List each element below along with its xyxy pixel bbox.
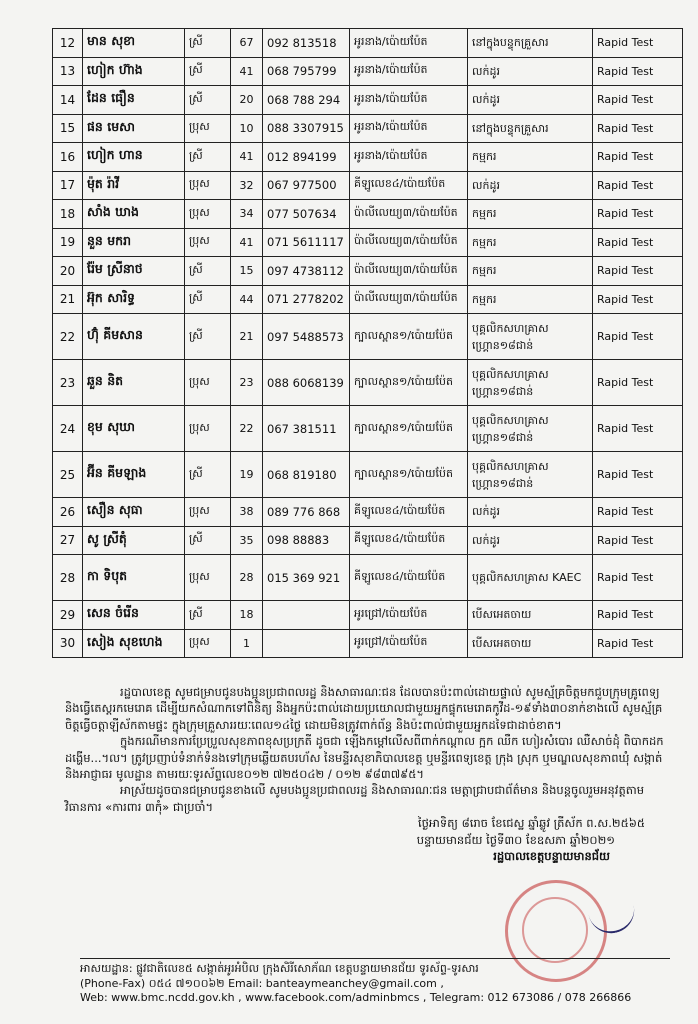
person-sex-cell: ប្រុស	[185, 406, 231, 452]
test-type-cell: Rapid Test	[593, 29, 683, 58]
test-type-cell: Rapid Test	[593, 360, 683, 406]
table-row	[53, 406, 683, 452]
person-sex-cell: ប្រុស	[185, 200, 231, 229]
person-name-cell: មាន សុខា	[83, 29, 185, 58]
row-number-cell: 25	[53, 452, 83, 498]
person-name-cell: សាំង ឃាង	[83, 200, 185, 229]
row-number-cell: 27	[53, 526, 83, 555]
solar-date: បន្ទាយមានជ័យ ថ្ងៃទី៣០ ខែឧសភា ឆ្នាំ២០២១	[416, 832, 615, 847]
test-type-cell: Rapid Test	[593, 57, 683, 86]
person-name-cell: រ៉ែម ស្រីនាថ	[83, 257, 185, 286]
person-sex-cell: ស្រី	[185, 452, 231, 498]
phone-number-cell: 097 5488573	[263, 314, 350, 360]
table-row	[53, 143, 683, 172]
person-age-cell: 28	[231, 555, 263, 601]
person-sex-cell: ស្រី	[185, 526, 231, 555]
person-name-cell: ហៀក ហាន	[83, 143, 185, 172]
phone-number-cell: 015 369 921	[263, 555, 350, 601]
row-number-cell: 18	[53, 200, 83, 229]
infected-contacts-table-wrap	[52, 28, 682, 658]
notice-paragraph-contact: រដ្ឋបាលខេត្ត សូមជម្រាបជូនបងប្អូនប្រជាពលរដ្ឋ និងសាធារណៈជន ដែលបានប៉ះពាល់ដោយផ្ទាល់ សូមស្ម័គ្រចិត្តមកជួបក្រុមគ្រូពេទ្យ និងធ្វើតេស្តរកមេរោគ ដើម្បីយកសំណាកទៅពិនិត្យ និងអ្នកប៉ះពាល់ដោយប្រយោលជាមួយអ្នកផ្ទុកមេរោគកូវីដ-១៩ទាំង៣០នាក់ខាងលើ សូមស្ម័គ្រចិត្តធ្វើចត្តាឡីស័កតាមផ្ទះ ក្នុងក្រុមគ្រួសាររយៈពេល១៤ថ្ងៃ ដោយមិនត្រូវពាក់ព័ន្ធ និងប៉ះពាល់ជាមួយអ្នកដទៃជាដាច់ខាត។	[65, 685, 663, 732]
person-sex-cell: ស្រី	[185, 601, 231, 630]
person-sex-cell: ប្រុស	[185, 171, 231, 200]
person-name-cell: ផន មេសា	[83, 114, 185, 143]
occupation-cell: បុគ្គលិកសហគ្រាស ហ្គ្រោន១៨ជាន់	[468, 360, 593, 406]
person-age-cell: 32	[231, 171, 263, 200]
person-name-cell: នួន មករា	[83, 228, 185, 257]
location-cell: ប៉ាលីលេយ្យ៣/ប៉ោយប៉ែត	[350, 285, 468, 314]
test-type-cell: Rapid Test	[593, 601, 683, 630]
person-age-cell: 18	[231, 601, 263, 630]
person-age-cell: 67	[231, 29, 263, 58]
person-sex-cell: ស្រី	[185, 57, 231, 86]
location-cell: ក្បាលស្ពាន១/ប៉ោយប៉ែត	[350, 314, 468, 360]
person-age-cell: 21	[231, 314, 263, 360]
row-number-cell: 17	[53, 171, 83, 200]
row-number-cell: 15	[53, 114, 83, 143]
row-number-cell: 23	[53, 360, 83, 406]
person-name-cell: សឿន សុធា	[83, 498, 185, 527]
table-row	[53, 555, 683, 601]
phone-number-cell: 067 977500	[263, 171, 350, 200]
person-age-cell: 41	[231, 228, 263, 257]
table-row	[53, 57, 683, 86]
footer-contact	[80, 958, 670, 1006]
phone-number-cell	[263, 601, 350, 630]
test-type-cell: Rapid Test	[593, 526, 683, 555]
test-type-cell: Rapid Test	[593, 114, 683, 143]
occupation-cell: នៅក្នុងបន្ទុកគ្រួសារ	[468, 114, 593, 143]
person-sex-cell: ប្រុស	[185, 360, 231, 406]
phone-number-cell: 067 381511	[263, 406, 350, 452]
test-type-cell: Rapid Test	[593, 406, 683, 452]
table-row	[53, 114, 683, 143]
phone-number-cell: 088 3307915	[263, 114, 350, 143]
test-type-cell: Rapid Test	[593, 314, 683, 360]
notice-paragraph-measures: អាស្រ័យដូចបានជម្រាបជូនខាងលើ សូមបងប្អូនប្រជាពលរដ្ឋ និងសាធារណៈជន មេត្តាជ្រាបជាព័ត៌មាន និងបន្តចូលរួមអនុវត្តតាមវិធានការ «ការពារ ៣កុំ» ជាប្រចាំ។	[65, 783, 645, 814]
person-age-cell: 23	[231, 360, 263, 406]
occupation-cell: កម្មករ	[468, 200, 593, 229]
location-cell: អូរជ្រៅ/ប៉ោយប៉ែត	[350, 629, 468, 658]
person-sex-cell: ប្រុស	[185, 114, 231, 143]
person-name-cell: អ៊ុក សារិទ្ធ	[83, 285, 185, 314]
person-age-cell: 19	[231, 452, 263, 498]
table-row	[53, 629, 683, 658]
phone-number-cell	[263, 629, 350, 658]
footer-address: អាសយដ្ឋាន: ផ្លូវជាតិលេខ៥ សង្កាត់អូរអំបិល ក្រុងសិរីសោភ័ណ ខេត្តបន្ទាយមានជ័យ ទូរស័ព្ទ-ទូរសារ	[80, 962, 479, 975]
occupation-cell: បុគ្គលិកសហគ្រាស ហ្គ្រោន១៨ជាន់	[468, 406, 593, 452]
occupation-cell: បុគ្គលិកសហគ្រាស KAEC	[468, 555, 593, 601]
test-type-cell: Rapid Test	[593, 171, 683, 200]
person-name-cell: កា ទិបុត	[83, 555, 185, 601]
test-type-cell: Rapid Test	[593, 629, 683, 658]
phone-number-cell: 068 819180	[263, 452, 350, 498]
person-name-cell: ដែន ធឿន	[83, 86, 185, 115]
infected-contacts-table	[52, 28, 683, 658]
person-age-cell: 15	[231, 257, 263, 286]
table-row	[53, 257, 683, 286]
occupation-cell: កម្មករ	[468, 285, 593, 314]
location-cell: គីឡូលេខ៤/ប៉ោយប៉ែត	[350, 555, 468, 601]
test-type-cell: Rapid Test	[593, 143, 683, 172]
person-name-cell: ម៉ុត រ៉ាវី	[83, 171, 185, 200]
person-name-cell: សេន ចំរើន	[83, 601, 185, 630]
notice-paragraph-symptoms: ក្នុងករណីមានការប្រែប្រួលសុខភាពខុសប្រក្រតី ដូចជា ឡើងកម្តៅលើសពីពាក់កណ្តាល ក្អក ឈឺក ហៀរសំបោរ ឈឺសាច់ដុំ ពិបាកដកដង្ហើម...។ល។ ត្រូវប្រញាប់ទំនាក់ទំនងទៅក្រុមឆ្លើយតបរហ័ស នៃមន្ទីរសុខាភិបាលខេត្ត ឬមន្ទីរពេទ្យខេត្ត ក្រុង ស្រុក ឬមណ្ឌលសុខភាពឃុំ សង្កាត់ និងអាជ្ញាធរ មូលដ្ឋាន តាមរយៈទូរស័ព្ទលេខ០១២ ៧២៥០៤២ / ០១២ ៩៨៣៧៩៥។	[65, 734, 664, 782]
lunar-date: ថ្ងៃអាទិត្យ ៨រោច ខែជេស្ឋ ឆ្នាំឆ្លូវ ត្រីស័ក ព.ស.២៥៦៥	[417, 816, 645, 831]
table-row	[53, 360, 683, 406]
person-sex-cell: ស្រី	[185, 257, 231, 286]
phone-number-cell: 071 5611117	[263, 228, 350, 257]
phone-number-cell: 068 795799	[263, 57, 350, 86]
person-name-cell: ហ៊ុំ គីមសាន	[83, 314, 185, 360]
phone-number-cell: 092 813518	[263, 29, 350, 58]
test-type-cell: Rapid Test	[593, 555, 683, 601]
person-sex-cell: ស្រី	[185, 29, 231, 58]
row-number-cell: 13	[53, 57, 83, 86]
row-number-cell: 16	[53, 143, 83, 172]
phone-number-cell: 071 2778202	[263, 285, 350, 314]
location-cell: ប៉ាលីលេយ្យ៣/ប៉ោយប៉ែត	[350, 200, 468, 229]
signature-title: រដ្ឋបាលខេត្តបន្ទាយមានជ័យ	[493, 849, 610, 864]
test-type-cell: Rapid Test	[593, 200, 683, 229]
phone-number-cell: 097 4738112	[263, 257, 350, 286]
person-sex-cell: ស្រី	[185, 314, 231, 360]
table-row	[53, 228, 683, 257]
location-cell: ក្បាលស្ពាន១/ប៉ោយប៉ែត	[350, 452, 468, 498]
location-cell: ក្បាលស្ពាន១/ប៉ោយប៉ែត	[350, 406, 468, 452]
person-name-cell: ហៀក ហ៊ាង	[83, 57, 185, 86]
person-age-cell: 10	[231, 114, 263, 143]
row-number-cell: 22	[53, 314, 83, 360]
person-age-cell: 44	[231, 285, 263, 314]
table-row	[53, 314, 683, 360]
person-age-cell: 41	[231, 57, 263, 86]
person-sex-cell: ប្រុស	[185, 498, 231, 527]
occupation-cell: បុគ្គលិកសហគ្រាស ហ្គ្រោន១៨ជាន់	[468, 314, 593, 360]
location-cell: គីឡូលេខ៤/ប៉ោយប៉ែត	[350, 526, 468, 555]
footer-phone-email: (Phone-Fax) ០៥៤ ៧១០០៦២ Email: banteaymeanchey@gmail.com ,	[80, 976, 444, 990]
table-row	[53, 526, 683, 555]
person-sex-cell: ស្រី	[185, 143, 231, 172]
location-cell: គីឡូលេខ៤/ប៉ោយប៉ែត	[350, 498, 468, 527]
table-row	[53, 29, 683, 58]
person-age-cell: 1	[231, 629, 263, 658]
row-number-cell: 28	[53, 555, 83, 601]
notice-text	[65, 684, 665, 864]
row-number-cell: 24	[53, 406, 83, 452]
person-sex-cell: ស្រី	[185, 86, 231, 115]
person-age-cell: 41	[231, 143, 263, 172]
phone-number-cell: 012 894199	[263, 143, 350, 172]
phone-number-cell: 089 776 868	[263, 498, 350, 527]
person-sex-cell: ប្រុស	[185, 555, 231, 601]
occupation-cell: កម្មករ	[468, 228, 593, 257]
person-sex-cell: ស្រី	[185, 285, 231, 314]
phone-number-cell: 077 507634	[263, 200, 350, 229]
row-number-cell: 29	[53, 601, 83, 630]
phone-number-cell: 068 788 294	[263, 86, 350, 115]
table-row	[53, 171, 683, 200]
occupation-cell: កម្មករ	[468, 257, 593, 286]
test-type-cell: Rapid Test	[593, 452, 683, 498]
location-cell: អូរនាង/ប៉ោយប៉ែត	[350, 143, 468, 172]
location-cell: ក្បាលស្ពាន១/ប៉ោយប៉ែត	[350, 360, 468, 406]
row-number-cell: 26	[53, 498, 83, 527]
phone-number-cell: 098 88883	[263, 526, 350, 555]
test-type-cell: Rapid Test	[593, 498, 683, 527]
test-type-cell: Rapid Test	[593, 257, 683, 286]
person-age-cell: 22	[231, 406, 263, 452]
person-name-cell: អ៊ីន គីមឡាង	[83, 452, 185, 498]
occupation-cell: កម្មករ	[468, 143, 593, 172]
occupation-cell: បើសអេតចាយ	[468, 629, 593, 658]
person-sex-cell: ប្រុស	[185, 228, 231, 257]
footer-web: Web: www.bmc.ncdd.gov.kh , www.facebook.com/adminbmcs , Telegram: 012 673086 / 078 266866	[80, 991, 632, 1004]
table-body	[53, 29, 683, 658]
location-cell: អូរនាង/ប៉ោយប៉ែត	[350, 114, 468, 143]
occupation-cell: លក់ដូរ	[468, 171, 593, 200]
table-row	[53, 452, 683, 498]
occupation-cell: បុគ្គលិកសហគ្រាស ហ្គ្រោន១៨ជាន់	[468, 452, 593, 498]
row-number-cell: 20	[53, 257, 83, 286]
phone-number-cell: 088 6068139	[263, 360, 350, 406]
person-age-cell: 35	[231, 526, 263, 555]
occupation-cell: លក់ដូរ	[468, 526, 593, 555]
table-row	[53, 200, 683, 229]
location-cell: គីឡូលេខ៤/ប៉ោយប៉ែត	[350, 171, 468, 200]
person-age-cell: 34	[231, 200, 263, 229]
person-name-cell: ឆួន និត	[83, 360, 185, 406]
table-row	[53, 285, 683, 314]
row-number-cell: 19	[53, 228, 83, 257]
occupation-cell: លក់ដូរ	[468, 57, 593, 86]
occupation-cell: លក់ដូរ	[468, 86, 593, 115]
row-number-cell: 12	[53, 29, 83, 58]
row-number-cell: 21	[53, 285, 83, 314]
test-type-cell: Rapid Test	[593, 228, 683, 257]
location-cell: អូរនាង/ប៉ោយប៉ែត	[350, 29, 468, 58]
row-number-cell: 30	[53, 629, 83, 658]
location-cell: អូរនាង/ប៉ោយប៉ែត	[350, 86, 468, 115]
person-age-cell: 38	[231, 498, 263, 527]
row-number-cell: 14	[53, 86, 83, 115]
location-cell: អូរនាង/ប៉ោយប៉ែត	[350, 57, 468, 86]
table-row	[53, 86, 683, 115]
occupation-cell: បើសអេតចាយ	[468, 601, 593, 630]
location-cell: ប៉ាលីលេយ្យ៣/ប៉ោយប៉ែត	[350, 228, 468, 257]
table-row	[53, 498, 683, 527]
table-row	[53, 601, 683, 630]
person-age-cell: 20	[231, 86, 263, 115]
test-type-cell: Rapid Test	[593, 86, 683, 115]
location-cell: ប៉ាលីលេយ្យ៣/ប៉ោយប៉ែត	[350, 257, 468, 286]
occupation-cell: លក់ដូរ	[468, 498, 593, 527]
person-name-cell: សៀង សុខហេង	[83, 629, 185, 658]
test-type-cell: Rapid Test	[593, 285, 683, 314]
person-sex-cell: ប្រុស	[185, 629, 231, 658]
location-cell: អូរជ្រៅ/ប៉ោយប៉ែត	[350, 601, 468, 630]
person-name-cell: ខុម សុឃា	[83, 406, 185, 452]
person-name-cell: សូ ស្រីតុំ	[83, 526, 185, 555]
occupation-cell: នៅក្នុងបន្ទុកគ្រួសារ	[468, 29, 593, 58]
